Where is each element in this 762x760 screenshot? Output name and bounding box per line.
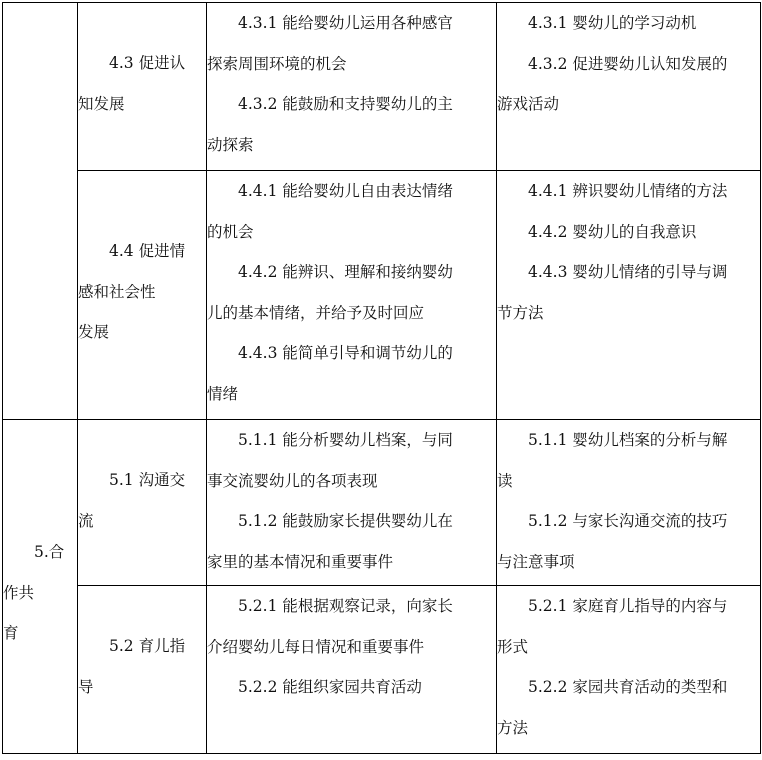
sub-item-4-4: 4.4 促进情 感和社会性 发展 — [78, 171, 207, 420]
table-row-5-2 — [3, 586, 761, 754]
ability-5-2: 5.2.1 能根据观察记录，向家长 介绍婴幼儿每日情况和重要事件 5.2.2 能组织家园共育活动 — [207, 586, 497, 754]
knowledge-5-2: 5.2.1 家庭育儿指导的内容与 形式 5.2.2 家园共育活动的类型和 方法 — [497, 586, 761, 754]
ability-4-4: 4.4.1 能给婴幼儿自由表达情绪 的机会 4.4.2 能辨识、理解和接纳婴幼 儿的基本情绪，并给予及时回应 4.4.3 能简单引导和调节幼儿的 情绪 — [207, 171, 497, 420]
table-row-5-1 — [3, 420, 761, 586]
knowledge-4-3: 4.3.1 婴幼儿的学习动机 4.3.2 促进婴幼儿认知发展的 游戏活动 — [497, 3, 761, 171]
level-5-cell: 5.合 作共 育 — [3, 420, 78, 754]
knowledge-4-4: 4.4.1 辨识婴幼儿情绪的方法 4.4.2 婴幼儿的自我意识 4.4.3 婴幼儿情绪的引导与调 节方法 — [497, 171, 761, 420]
sub-item-5-1: 5.1 沟通交 流 — [78, 420, 207, 586]
sub-item-4-3: 4.3 促进认 知发展 — [78, 3, 207, 171]
level-4-cell — [3, 3, 78, 420]
knowledge-5-1: 5.1.1 婴幼儿档案的分析与解 读 5.1.2 与家长沟通交流的技巧 与注意事项 — [497, 420, 761, 586]
sub-item-5-2: 5.2 育儿指 导 — [78, 586, 207, 754]
training-content-table — [2, 2, 761, 754]
table-row-4-3 — [3, 3, 761, 171]
ability-4-3: 4.3.1 能给婴幼儿运用各种感官 探索周围环境的机会 4.3.2 能鼓励和支持婴幼儿的主 动探索 — [207, 3, 497, 171]
ability-5-1: 5.1.1 能分析婴幼儿档案，与同 事交流婴幼儿的各项表现 5.1.2 能鼓励家长提供婴幼儿在 家里的基本情况和重要事件 — [207, 420, 497, 586]
table-row-4-4 — [3, 171, 761, 420]
